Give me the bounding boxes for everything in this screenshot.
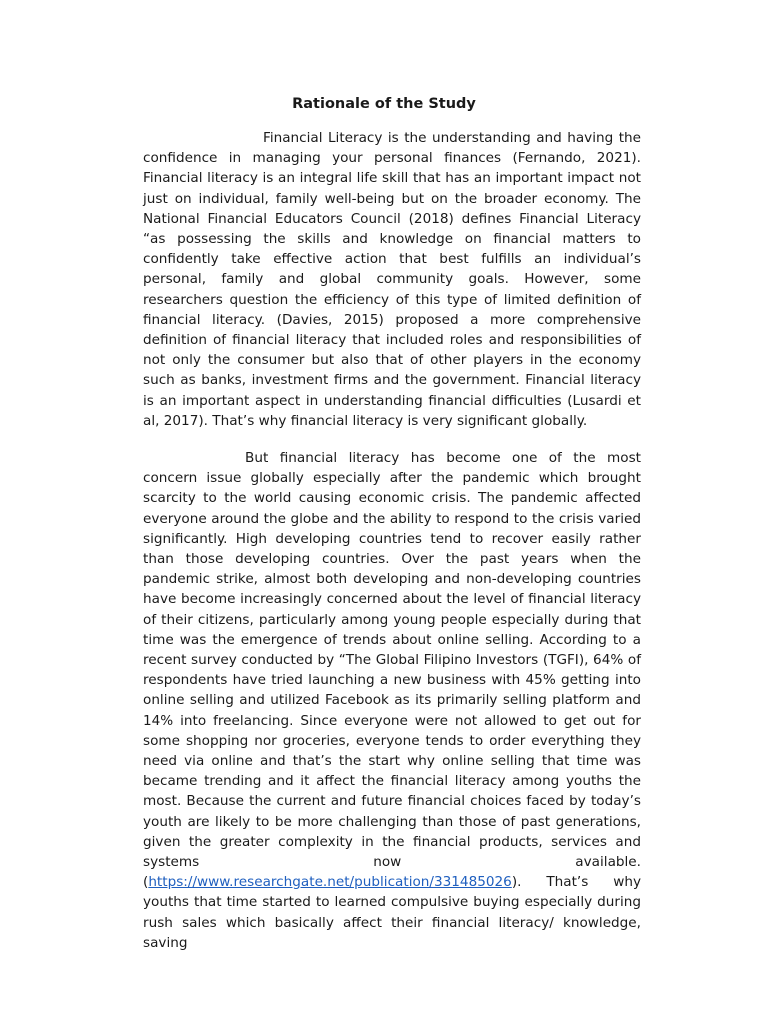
paragraph-2	[143, 448, 641, 953]
paragraph-1: Financial Literacy is the understanding and having the confidence in managing your personal finances (Fernando, 2021). Financial literacy is an integral life skill that has an important impact not just on individual, family well-being but on the broader economy. The National Financial Educators Council (2018) defines Financial Literacy “as possessing the skills and knowledge on financial matters to confidently take effective action that best fulfills an individual’s personal, family and global community goals. However, some researchers question the efficiency of this type of limited definition of financial literacy. (Davies, 2015) proposed a more comprehensive definition of financial literacy that included roles and responsibilities of not only the consumer but also that of other players in the economy such as banks, investment firms and the government. Financial literacy is an important aspect in understanding financial difficulties (Lusardi et al, 2017). That’s why financial literacy is very significant globally.	[143, 130, 641, 429]
paragraph-2-tail: ). That’s why youths that time started to learned compulsive buying especially during rush sales which basically affect their financial literacy/ knowledge, saving	[143, 874, 641, 951]
paragraph-2-text: But financial literacy has become one of the most concern issue globally especially after the pandemic which brought scarcity to the world causing economic crisis. The pandemic affected everyone around the globe and the ability to respond to the crisis varied significantly. High developing countries tend to recover easily rather than those developing countries. Over the past years when the pandemic strike, almost both developing and non-developing countries have become increasingly concerned about the level of financial literacy of their citizens, particularly among young people especially during that time was the emergence of trends about online selling. According to a recent survey conducted by “The Global Filipino Investors (TGFI), 64% of respondents have tried launching a new business with 45% getting into online selling and utilized Facebook as its primarily selling platform and 14% into freelancing. Since everyone were not allowed to get out for some shopping nor groceries, everyone tends to order everything they need via online and that’s the start why online selling that time was became trending and it affect the financial literacy among youths the most. Because the current and future financial choices faced by today’s youth are likely to be more challenging than those of past generations, given the greater complexity in the financial products, services and systems now available. (	[143, 450, 641, 891]
document-title: Rationale of the Study	[292, 96, 476, 112]
researchgate-link[interactable]: https://www.researchgate.net/publication/331485026	[148, 874, 512, 891]
